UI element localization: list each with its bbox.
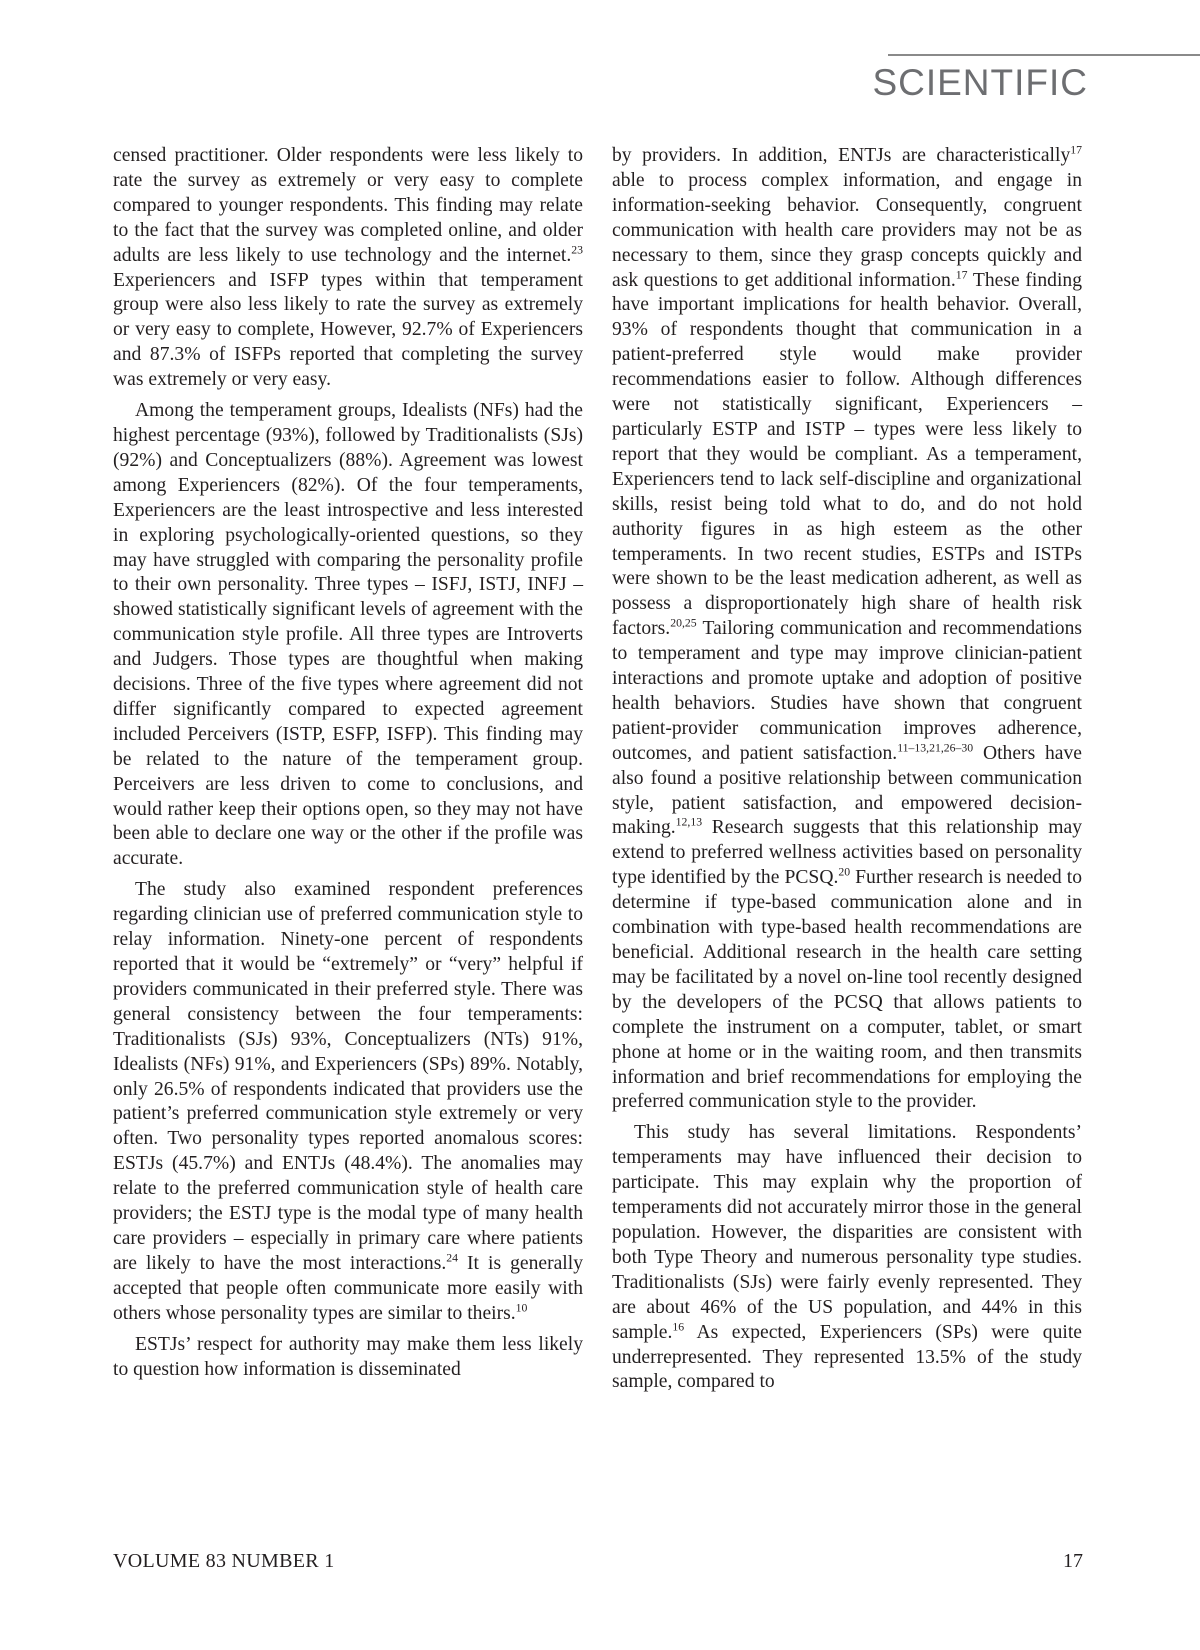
paragraph-text: It is generally accepted that people often communicate more easily with others whose personality types are similar to theirs.: [113, 1252, 583, 1324]
paragraph-text: Experiencers and ISFP types within that temperament group were also less likely to rate the survey as extremely or very easy to complete, However, 92.7% of Experiencers and 87.3% of ISFPs reported that completing the survey was extremely or very easy.: [113, 269, 583, 391]
paragraph-text: able to process complex information, and engage in information-seeking behavior. Consequently, congruent communication with health care providers may not be as necessary to them, since they grasp concepts quickly and ask questions to get additional information.: [612, 169, 1082, 291]
citation-ref: 20: [838, 865, 851, 879]
paragraph-text: As expected, Experiencers (SPs) were quite underrepresented. They represented 13.5% of the study sample, compared to: [612, 1321, 1082, 1393]
volume-footer: VOLUME 83 NUMBER 1: [113, 1550, 335, 1572]
paragraph: [113, 144, 583, 393]
citation-ref: 11–13,21,26–30: [897, 741, 974, 755]
paragraph-text: Research suggests that this relationship may extend to preferred wellness activities based on personality type identified by the PCSQ.: [612, 817, 1082, 889]
header-rule: [888, 54, 1200, 56]
citation-ref: 12,13: [675, 815, 703, 829]
paragraph-text: ESTJs’ respect for authority may make them less likely to question how information is disseminated: [113, 1333, 583, 1380]
right-column: [612, 144, 1082, 1401]
paragraph-text: This study has several limitations. Respondents’ temperaments may have influenced their decision to participate. This may explain why the proportion of temperaments did not accurately mirror those in the general population. However, the disparities are consistent with both Type Theory and numerous personality type studies. Traditionalists (SJs) were fairly evenly represented. They are about 46% of the US population, and 44% in this sample.: [612, 1122, 1082, 1343]
citation-ref: 20,25: [670, 616, 697, 630]
paragraph: [113, 878, 583, 1326]
citation-ref: 17: [955, 268, 968, 281]
paragraph: [113, 399, 583, 872]
citation-ref: 10: [515, 1301, 528, 1315]
paragraph-text: censed practitioner. Older respondents were less likely to rate the survey as extremely or very easy to complete compared to younger respondents. This finding may relate to the fact that the survey was completed online, and older adults are less likely to use technology and the internet.: [113, 145, 583, 266]
paragraph-text: These finding have important implications for health behavior. Overall, 93% of respondents thought that communication in a patient-preferred style would make provider recommendations easier to follow. Although differences were not statistically significant, Experiencers – particularly ESTP and ISTP – types were less likely to report that they would be compliant. As a temperament, Experiencers tend to lack self-discipline and organizational skills, resist being told what to do, and do not hold authority figures in as high esteem as the other temperaments. In two recent studies, ESTPs and ISTPs were shown to be the least medication adherent, as well as possess a disproportionately high share of health risk factors.: [612, 269, 1082, 640]
page-number: 17: [1063, 1550, 1083, 1572]
section-label: SCIENTIFIC: [872, 62, 1088, 103]
paragraph: [612, 1121, 1082, 1395]
paragraph-text: by providers. In addition, ENTJs are characteristically: [612, 145, 1071, 166]
paragraph-text: The study also examined respondent preferences regarding clinician use of preferred communication style to relay information. Ninety-one percent of respondents reported that it would be “extremely” or “very” helpful if providers communicated in their preferred style. There was general consistency between the four temperaments: Traditionalists (SJs) 93%, Conceptualizers (NTs) 91%, Idealists (NFs) 91%, and Experiencers (SPs) 89%. Notably, only 26.5% of respondents indicated that providers use the patient’s preferred communication style extremely or very often. Two personality types reported anomalous scores: ESTJs (45.7%) and ENTJs (48.4%). The anomalies may relate to the preferred communication style of health care providers; the ESTJ type is the modal type of many health care providers – especially in primary care where patients are likely to have the most interactions.: [113, 879, 583, 1274]
paragraph: [113, 1333, 583, 1383]
paragraph-text: Further research is needed to determine if type-based communication alone and in combination with type-based health recommendations are beneficial. Additional research in the health care setting may be facilitated by a novel on-line tool recently designed by the developers of the PCSQ that allows patients to complete the instrument on a computer, tablet, or smart phone at home or in the waiting room, and then transmits information and brief recommendations for employing the preferred communication style to the provider.: [612, 867, 1082, 1113]
citation-ref: 24: [446, 1251, 458, 1265]
paragraph-text: Others have also found a positive relationship between communication style, patient satisfaction, and empowered decision-making.: [612, 742, 1082, 839]
citation-ref: 17: [1070, 143, 1082, 157]
paragraph-text: Tailoring communication and recommendations to temperament and type may improve clinician-patient interactions and promote uptake and adoption of positive health behaviors. Studies have shown that congruent patient-provider communication improves adherence, outcomes, and patient satisfaction.: [612, 618, 1082, 764]
paragraph-text: Among the temperament groups, Idealists (NFs) had the highest percentage (93%), followed by Traditionalists (SJs) (92%) and Conceptualizers (88%). Agreement was lowest among Experiencers (82%). Of the four temperaments, Experiencers are the least introspective and less interested in exploring psychologically-oriented questions, so they may have struggled with comparing the personality profile to their own personality. Three types – ISFJ, ISTJ, INFJ – showed statistically significant levels of agreement with the communication style profile. All three types are Introverts and Judgers. Those types are thoughtful when making decisions. Three of the five types where agreement did not differ significantly compared to expected agreement included Perceivers (ISTP, ESFP, ISFP). This finding may be related to the nature of the temperament group. Perceivers are less driven to come to conclusions, and would rather keep their options open, so they may not have been able to declare one way or the other if the profile was accurate.: [113, 400, 583, 870]
paragraph: [612, 144, 1082, 1115]
left-column: [113, 144, 583, 1388]
citation-ref: 23: [571, 243, 583, 257]
citation-ref: 16: [672, 1320, 685, 1334]
